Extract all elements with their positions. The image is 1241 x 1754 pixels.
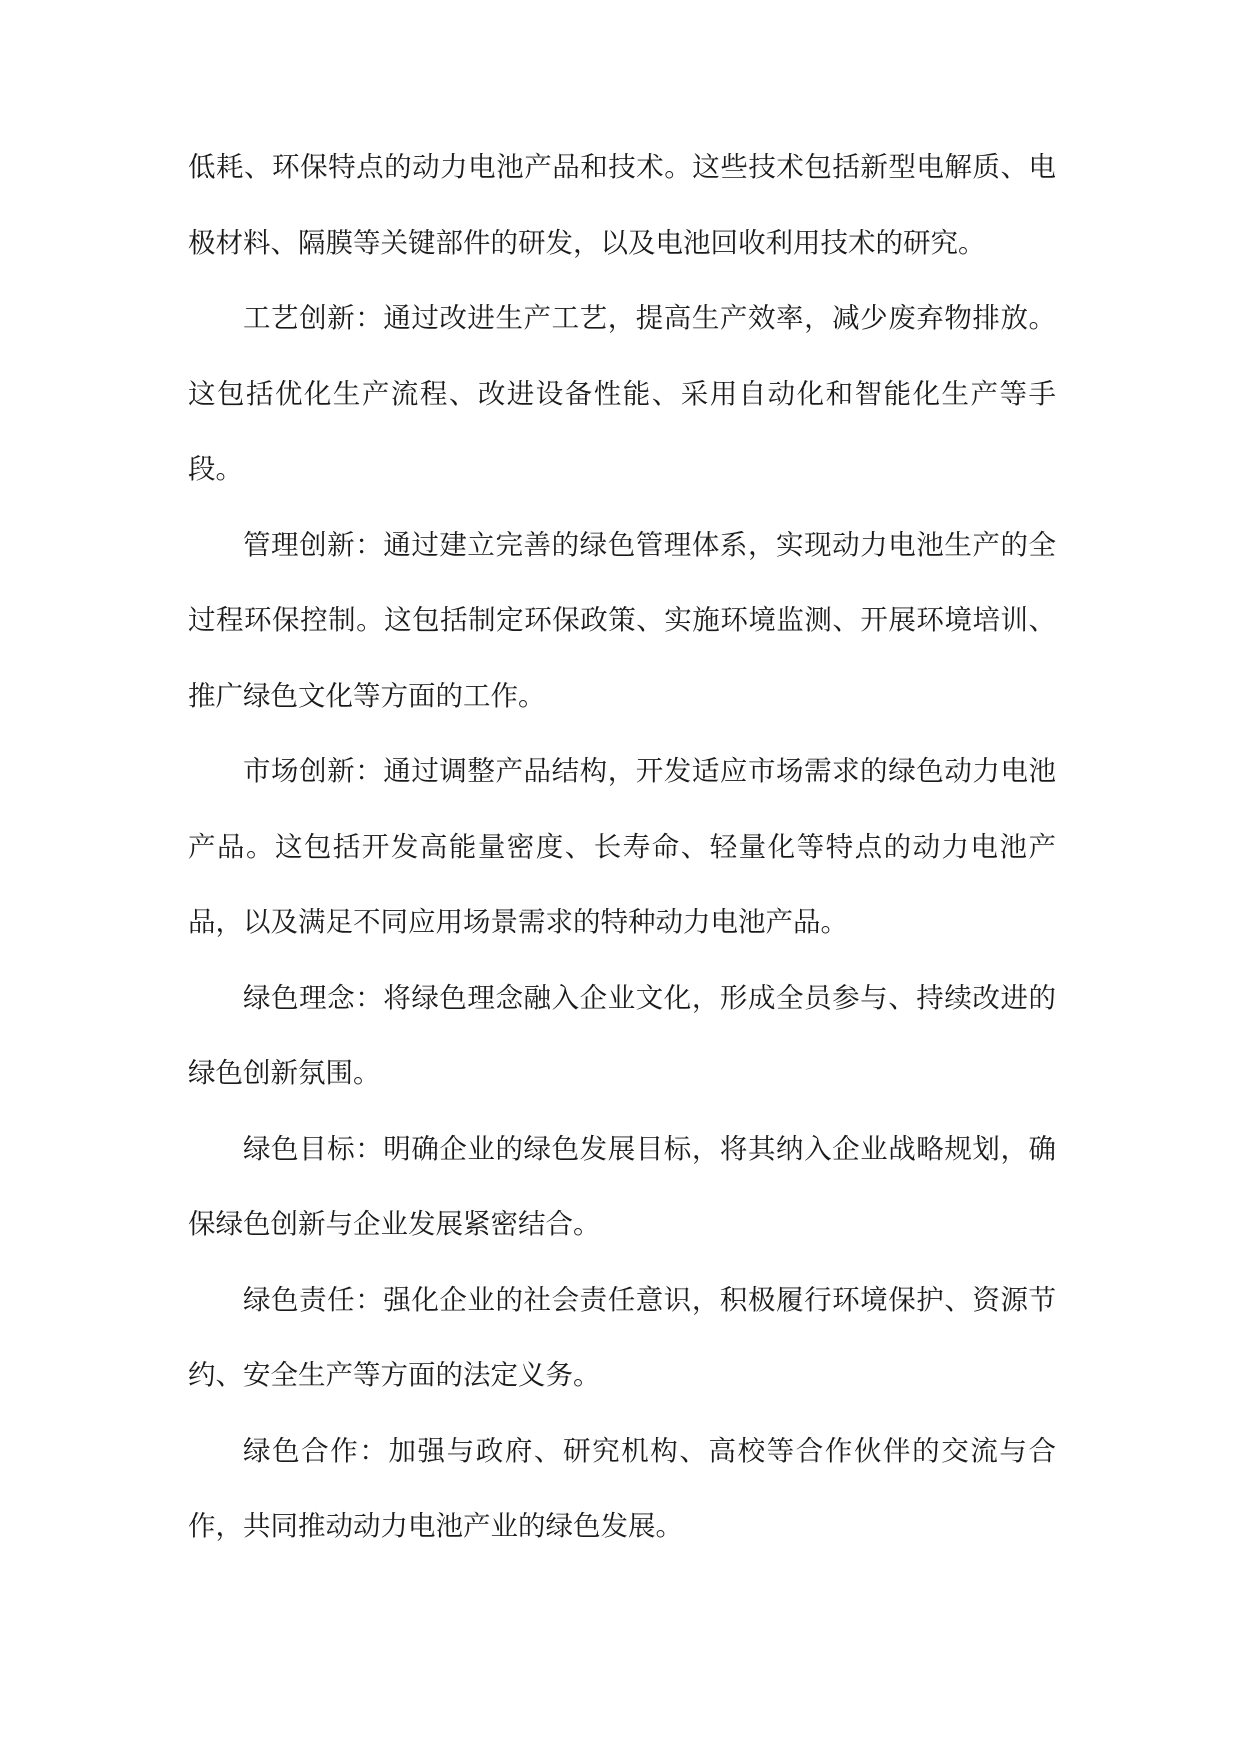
paragraph-process-innovation: 工艺创新：通过改进生产工艺，提高生产效率，减少废弃物排放。这包括优化生产流程、改进设备性能、采用自动化和智能化生产等手段。 xyxy=(188,302,1056,485)
paragraph-green-responsibility: 绿色责任：强化企业的社会责任意识，积极履行环境保护、资源节约、安全生产等方面的法定义务。 xyxy=(188,1283,1056,1391)
paragraph-market-innovation: 市场创新：通过调整产品结构，开发适应市场需求的绿色动力电池产品。这包括开发高能量密度、长寿命、轻量化等特点的动力电池产品，以及满足不同应用场景需求的特种动力电池产品。 xyxy=(188,755,1056,938)
paragraph-management-innovation: 管理创新：通过建立完善的绿色管理体系，实现动力电池生产的全过程环保控制。这包括制定环保政策、实施环境监测、开展环境培训、推广绿色文化等方面的工作。 xyxy=(188,528,1056,712)
paragraph-green-philosophy: 绿色理念：将绿色理念融入企业文化，形成全员参与、持续改进的绿色创新氛围。 xyxy=(188,981,1056,1089)
paragraph-green-goals: 绿色目标：明确企业的绿色发展目标，将其纳入企业战略规划，确保绿色创新与企业发展紧密结合。 xyxy=(188,1132,1056,1240)
document-body xyxy=(188,130,1056,1565)
paragraph-green-cooperation: 绿色合作：加强与政府、研究机构、高校等合作伙伴的交流与合作，共同推动动力电池产业的绿色发展。 xyxy=(188,1434,1056,1542)
paragraph-continuation: 低耗、环保特点的动力电池产品和技术。这些技术包括新型电解质、电极材料、隔膜等关键部件的研发，以及电池回收利用技术的研究。 xyxy=(188,151,1056,259)
